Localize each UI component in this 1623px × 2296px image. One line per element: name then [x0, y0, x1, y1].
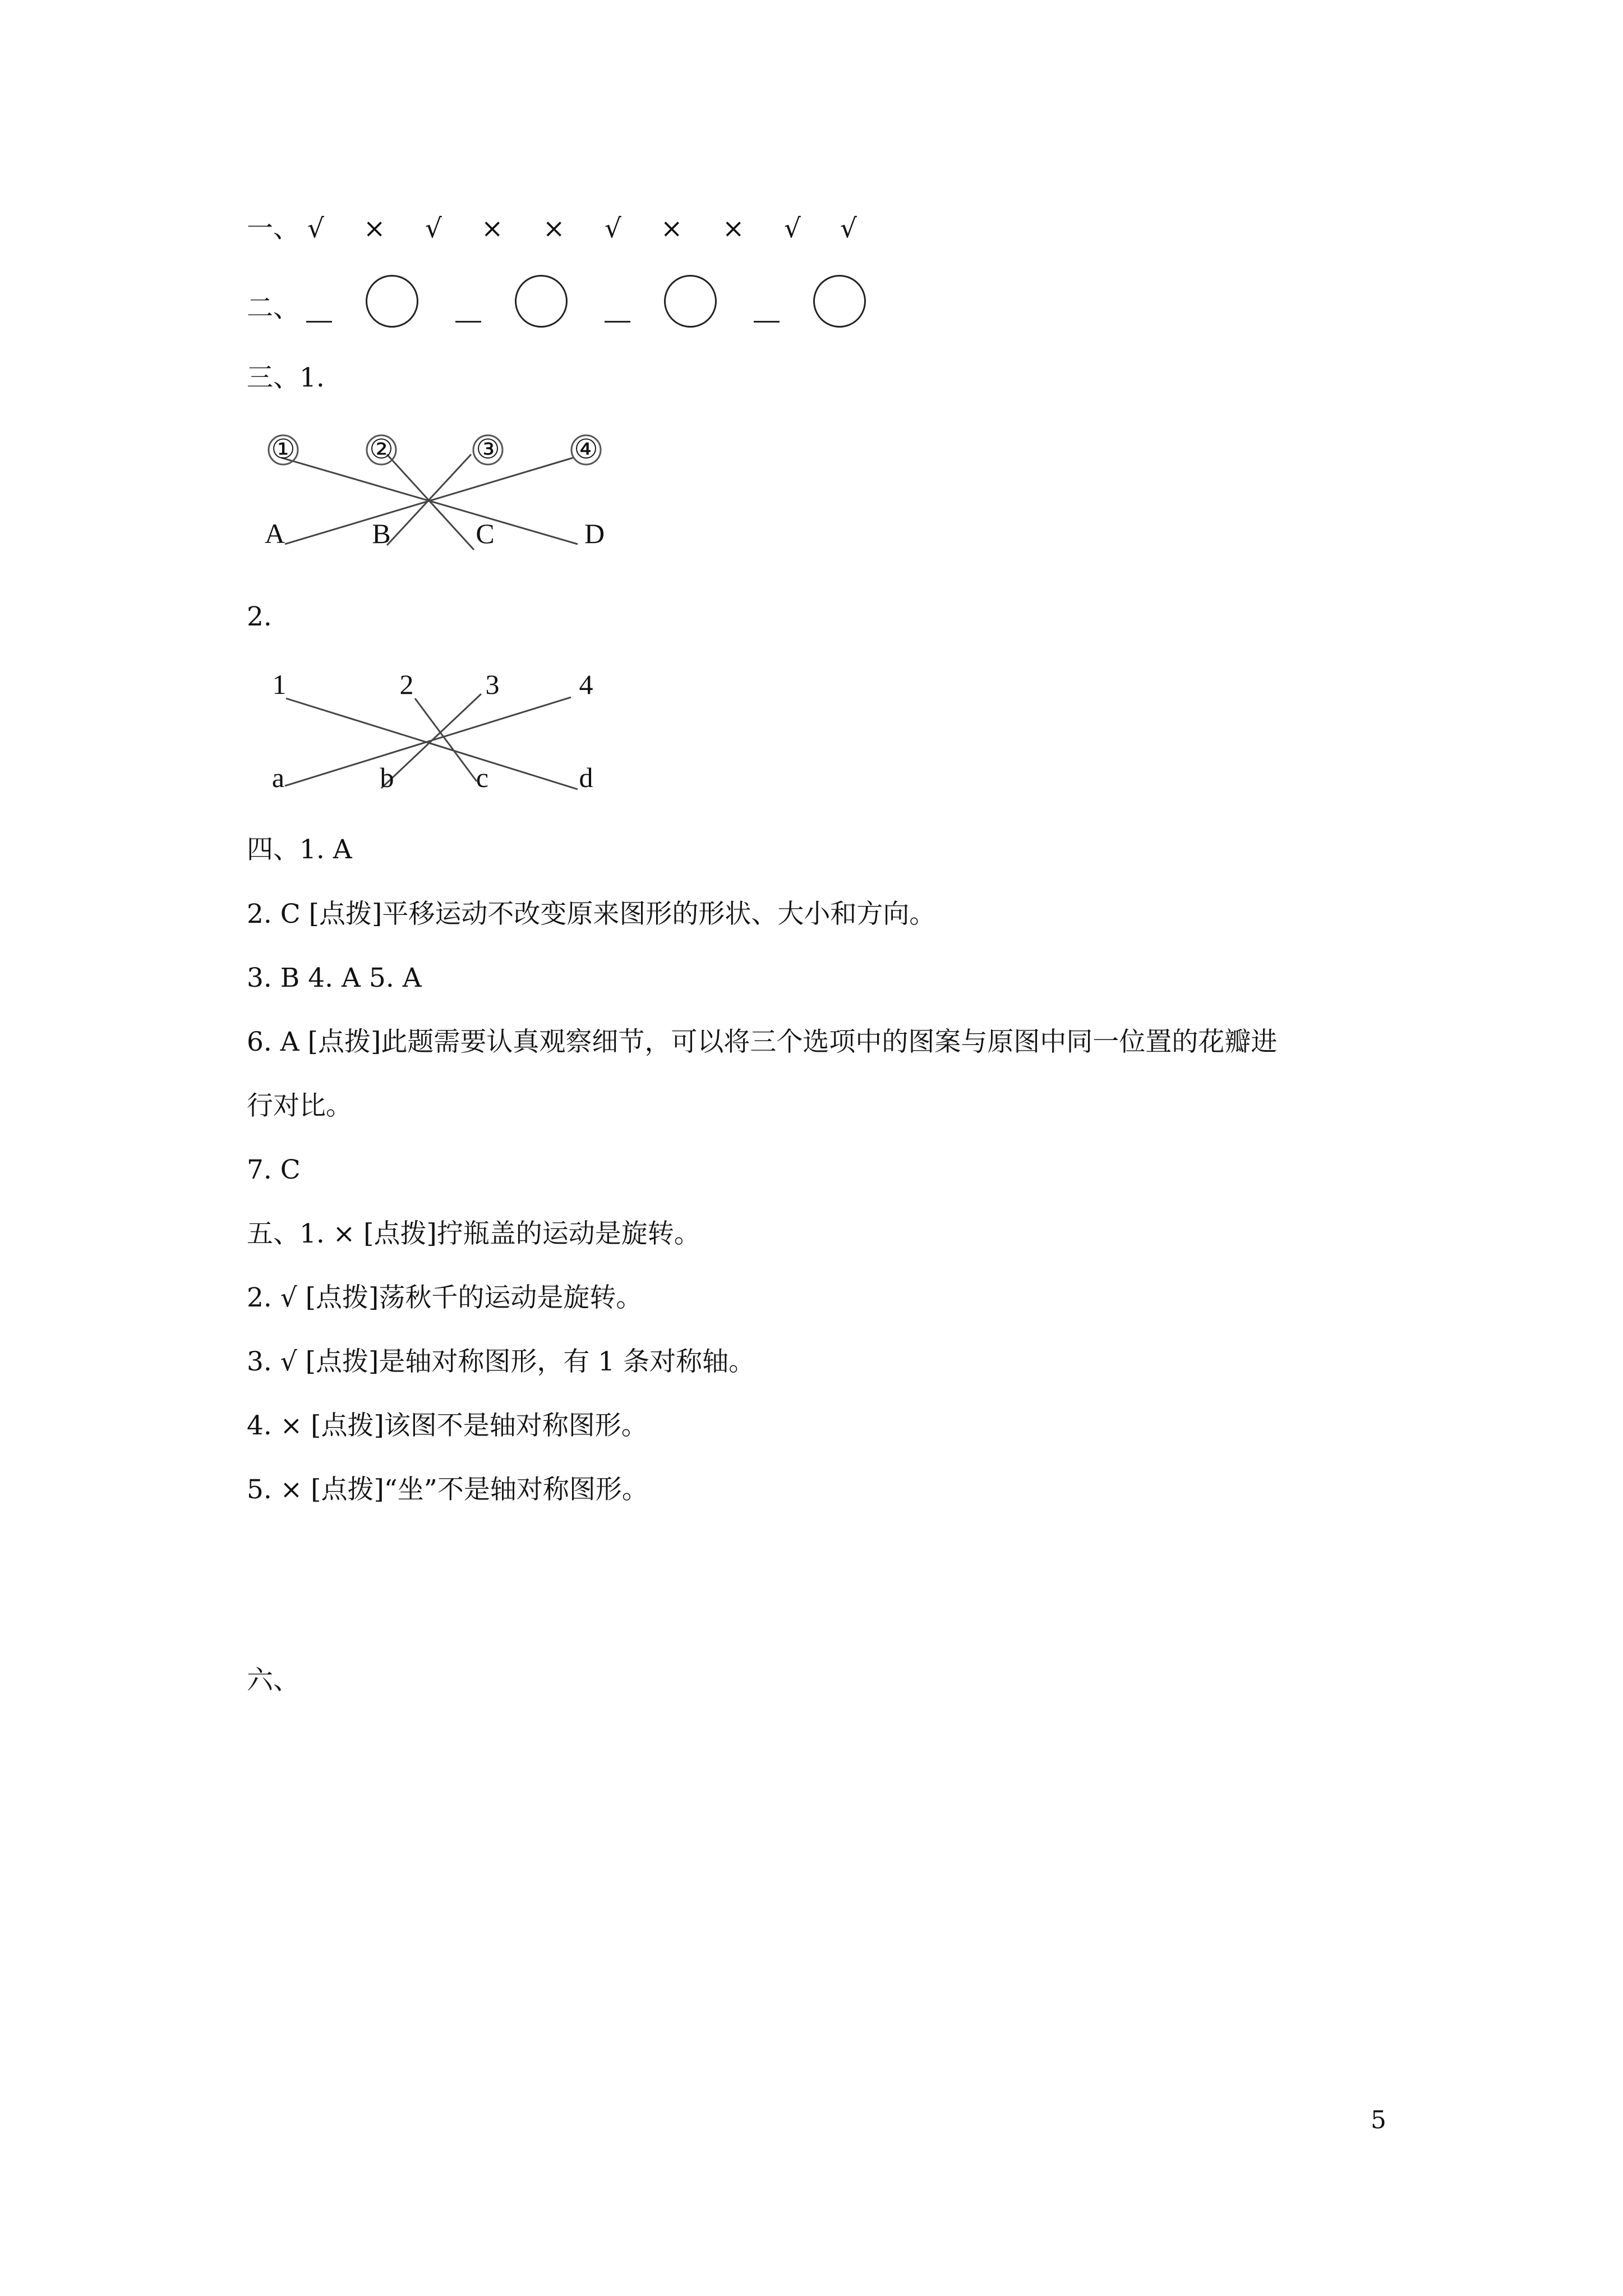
answer-mark: √	[605, 213, 621, 244]
bottom-label: C	[476, 518, 495, 549]
top-label: ③	[476, 435, 500, 464]
top-label: 4	[579, 669, 593, 700]
section-1-label: 一、	[247, 213, 299, 244]
bottom-label: a	[271, 762, 285, 793]
page-number: 5	[1371, 2106, 1386, 2134]
section-4-line: 行对比。	[247, 1091, 352, 1121]
section-4-line: 2. C [点拨]平移运动不改变原来图形的形状、大小和方向。	[247, 899, 936, 930]
bottom-label: b	[380, 762, 394, 793]
bottom-label: c	[476, 762, 489, 793]
answer-mark: √	[840, 213, 857, 244]
answer-mark: ×	[481, 213, 504, 244]
section-5-line: 3. √ [点拨]是轴对称图形，有 1 条对称轴。	[247, 1346, 755, 1377]
top-label: ②	[369, 435, 394, 464]
section-2-answers	[247, 275, 920, 337]
circle-symbol	[813, 275, 866, 328]
bottom-label: A	[264, 518, 285, 549]
section-4-line: 四、1. A	[247, 834, 352, 865]
blank-line	[754, 321, 780, 323]
answer-mark: √	[784, 213, 801, 244]
answer-mark: ×	[363, 213, 386, 244]
section-5-line: 2. √ [点拨]荡秋千的运动是旋转。	[247, 1282, 643, 1313]
top-label: ①	[271, 435, 296, 464]
blank-line	[455, 321, 481, 323]
section-5-line: 五、1. × [点拨]拧瓶盖的运动是旋转。	[247, 1218, 700, 1249]
bottom-label: D	[584, 518, 605, 549]
answer-mark: ×	[543, 213, 565, 244]
answer-mark: √	[307, 213, 324, 244]
section-2-label: 二、	[247, 293, 299, 324]
top-label: 2	[399, 669, 414, 700]
section-3-item-2: 2.	[247, 601, 272, 632]
answer-mark: ×	[722, 213, 745, 244]
blank-line	[306, 321, 332, 323]
circle-symbol	[366, 275, 418, 328]
circle-symbol	[664, 275, 717, 328]
answer-mark: √	[425, 213, 442, 244]
section-4-line: 7. C	[247, 1154, 301, 1185]
matching-diagram-1	[247, 421, 628, 561]
bottom-label: B	[372, 518, 391, 549]
circle-symbol	[515, 275, 568, 328]
matching-diagram-2	[247, 665, 628, 799]
section-3-label: 三、1.	[247, 362, 325, 393]
top-label: 3	[485, 669, 500, 700]
section-4-line: 6. A [点拨]此题需要认真观察细节，可以将三个选项中的图案与原图中同一位置的花瓣进	[247, 1027, 1278, 1057]
top-label: 1	[272, 669, 287, 700]
blank-line	[605, 321, 630, 323]
answer-mark: ×	[661, 213, 683, 244]
section-5-line: 4. × [点拨]该图不是轴对称图形。	[247, 1410, 648, 1441]
top-label: ④	[574, 435, 598, 464]
bottom-label: d	[579, 762, 593, 793]
section-6-label: 六、	[247, 1665, 299, 1696]
section-5-line: 5. × [点拨]“坐”不是轴对称图形。	[247, 1474, 648, 1505]
section-4-line: 3. B 4. A 5. A	[247, 963, 422, 993]
